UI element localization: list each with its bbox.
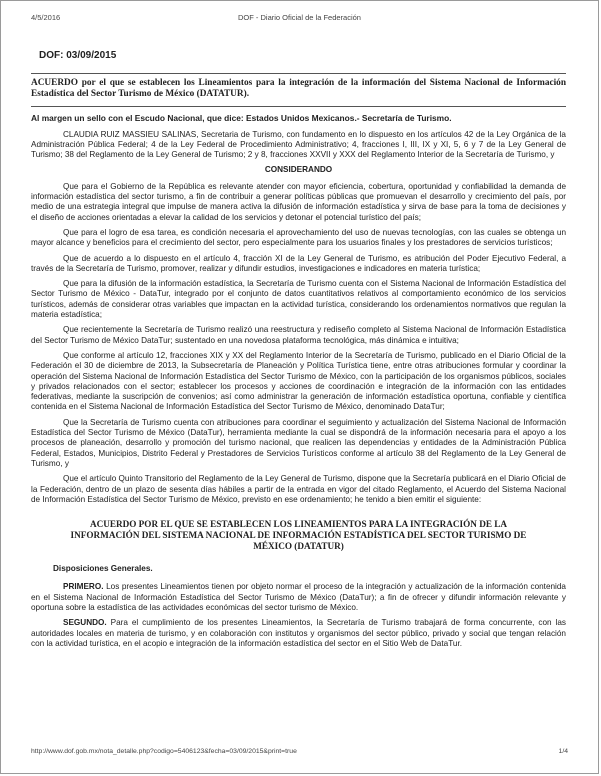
- seal-text: Al margen un sello con el Escudo Nacional, que dice: Estados Unidos Mexicanos.- Secretaría de Turismo.: [31, 113, 452, 124]
- print-date: 4/5/2016: [31, 13, 61, 22]
- considerando-paragraph: Que el artículo Quinto Transitorio del Reglamento de la Ley General de Turismo, dispone que la Secretaría publicará en el Diario Oficial de la Federación, dentro de un plazo de sesenta días hábiles a partir de la entrada en vigor del citado Reglamento, el Acuerdo del Sistema Nacional de Información Estadística del Sector Turismo de México, previsto en ese ordenamiento; he tenido a bien emitir el siguiente:: [31, 474, 566, 504]
- intro-paragraph: CLAUDIA RUIZ MASSIEU SALINAS, Secretaria de Turismo, con fundamento en lo dispuesto en los artículos 42 de la Ley Orgánica de la Administración Pública Federal; 4 de la Ley Federal de Procedimiento Administrativo; 4, fracciones I, III, IX y XI, 5, 6 y 7 de la Ley General de Turismo; 38 del Reglamento de la Ley General de Turismo; 2 y 8, fracciones XXVII y XXX del Reglamento Interior de la Secretaría de Turismo, y: [31, 129, 566, 160]
- acuerdo-title: ACUERDO por el que se establecen los Lineamientos para la integración de la información del Sistema Nacional de Información Estadística del Sector Turismo de México (DATATUR).: [31, 78, 566, 100]
- disposiciones-heading: Disposiciones Generales.: [53, 564, 153, 574]
- article-primero: [31, 582, 566, 613]
- considerando-paragraph: Que para el Gobierno de la República es relevante atender con mayor eficiencia, cobertura, oportunidad y confiabilidad la demanda de información estadística del sector turismo, a fin de contribuir a generar políticas públicas que promuevan el desarrollo y crecimiento del país, por medio de una estrategia integral que impulse de manera activa la difusión de información estadística y sirva de base para la toma de decisiones y el diseño de acciones orientadas a elevar la calidad de los servicios y detonar el potencial turístico del país;: [31, 181, 566, 222]
- considerando-paragraph: Que la Secretaría de Turismo cuenta con atribuciones para coordinar el seguimiento y actualización del Sistema Nacional de Información Estadística del Sector Turismo de México (DataTur), herramienta mediante la cual se dispondrá de la información necesaria para el apoyo a los procesos de planeación, desarrollo y promoción del turismo nacional, que realicen las dependencias y entidades de la Administración Pública Federal, Estados, Municipios, Distrito Federal y Prestadores de Servicios Turísticos conforme al artículo 38 del Reglamento de la Ley General de Turismo, y: [31, 417, 566, 468]
- acuerdo-heading: ACUERDO POR EL QUE SE ESTABLECEN LOS LINEAMIENTOS PARA LA INTEGRACIÓN DE LA INFORMACIÓN DEL SISTEMA NACIONAL DE INFORMACIÓN ESTADÍSTICA DEL SECTOR TURISMO DE MÉXICO (DATATUR): [70, 519, 527, 552]
- page-number: 1/4: [558, 748, 568, 755]
- document-body: [31, 51, 566, 654]
- segundo-text: Para el cumplimiento de los presentes Lineamientos, la Secretaría de Turismo trabajará de forma concurrente, con las autoridades locales en materia de turismo, y en colaboración con institutos y organismos del sector público, privado y social que tengan relación con la actividad turística, en el acopio e integración de la información estadística del sector en el Sitio Web de DataTur.: [31, 618, 566, 648]
- considerando-paragraph: Que conforme al artículo 12, fracciones XIX y XX del Reglamento Interior de la Secretaría de Turismo, publicado en el Diario Oficial de la Federación el 30 de diciembre de 2013, la Subsecretaría de Planeación y Política Turística tiene, entre otras atribuciones formular y coordinar la operación del Sistema Nacional de Información Estadística del Sector Turismo de México, con la participación de los organismos públicos, sociales y privados relacionados con el sector; establecer los procesos y acciones de coordinación e integración de la información con las entidades federativas, mediante la suscripción de convenios; así como administrar la generación de información estadística oportuna, confiable y científica contenida en el Sistema Nacional de Información Estadística del Sector Turismo de México, denominado DataTur;: [31, 350, 566, 412]
- considerando-paragraph: Que de acuerdo a lo dispuesto en el artículo 4, fracción XI de la Ley General de Turismo, es atribución del Poder Ejecutivo Federal, a través de la Secretaría de Turismo, promover, realizar y difundir estudios, investigaciones e indicadores en materia turística;: [31, 253, 566, 273]
- segundo-label: SEGUNDO.: [63, 618, 107, 628]
- dof-date: DOF: 03/09/2015: [39, 50, 117, 61]
- article-segundo: [31, 618, 566, 649]
- bottom-divider: [31, 106, 566, 107]
- print-title: DOF - Diario Oficial de la Federación: [238, 13, 361, 22]
- considerando-paragraph: Que recientemente la Secretaría de Turismo realizó una reestructura y rediseño completo al Sistema Nacional de Información Estadística del Sector Turismo de México DataTur; sustentado en una novedosa plataforma tecnológica, más dinámica e intuitiva;: [31, 325, 566, 345]
- primero-text: Los presentes Lineamientos tienen por objeto normar el proceso de la integración y actualización de la información contenida en el Sistema Nacional de Información Estadística del Sector Turismo de México (DataTur); a fin de ofrecer y difundir información relevante y oportuna sobre la estadística de las actividades económicas del sector turismo de México.: [31, 582, 566, 612]
- primero-label: PRIMERO.: [63, 582, 104, 592]
- considerando-heading: CONSIDERANDO: [264, 165, 333, 175]
- page-url: http://www.dof.gob.mx/nota_detalle.php?codigo=5406123&fecha=03/09/2015&print=true: [31, 748, 297, 755]
- considerando-paragraph: Que para el logro de esa tarea, es condición necesaria el aprovechamiento del uso de nuevas tecnologías, con las cuales se obtenga un mayor alcance y beneficios para el crecimiento del sector, pero especialmente para los usuarios finales y los prestadores de servicios turísticos;: [31, 227, 566, 248]
- considerando-paragraph: Que para la difusión de la información estadística, la Secretaría de Turismo cuenta con el Sistema Nacional de Información Estadística del Sector Turismo de México - DataTur, integrado por el conjunto de datos cuantitativos relativos al comportamiento económico de los servicios turísticos, además de considerar otras variables que impactan en la actividad turística, considerando los ordenamientos normativos que regulan la materia estadística;: [31, 279, 566, 320]
